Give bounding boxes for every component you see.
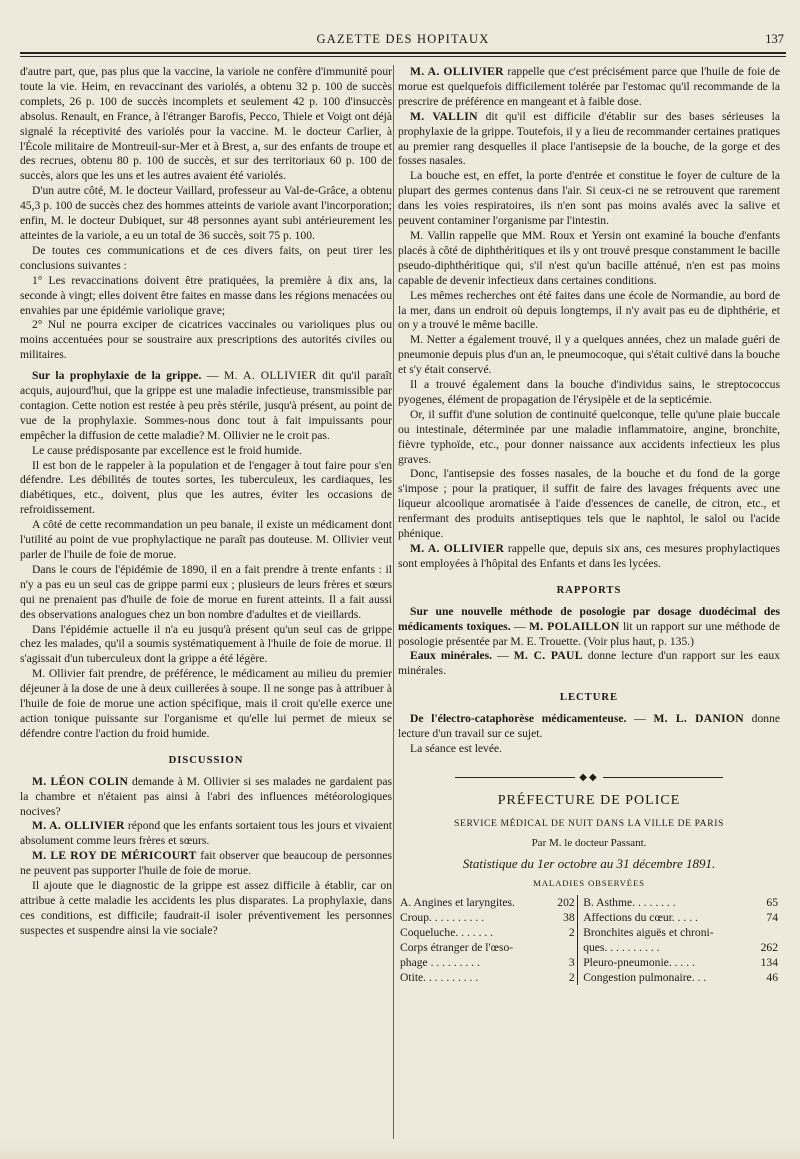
discussion-item: [20, 849, 392, 879]
paragraph: Donc, l'antisepsie des fosses nasales, de la bouche et du fond de la gorge s'impose ; pour la pratiquer, il suffit de faire des lavages fréquents avec une liqueur alcoolique aromatisée à l'aide d'essences de canelle, de citron, etc., et renfermant des produits antiseptiques tels que le naphtol, le salol ou l'acide phénique.: [398, 467, 780, 541]
table-cell: 2: [568, 926, 575, 940]
table-cell: Croup. . . . . . . . . .: [400, 911, 485, 925]
paragraph: M. Ollivier fait prendre, de préférence, le médicament au milieu du premier déjeuner à la dose de une à deux cuillerées à soupe. Il ne songe pas à attribuer à l'huile de foie de morue une action spécifique, mais il croit qu'elle exerce une action tonique puissante sur l'organisme et qu'elle lui permet de mieux se défendre contre l'action du froid humide.: [20, 667, 392, 740]
table-row: [398, 910, 780, 925]
speaker-name: M. POLAILLON: [529, 619, 620, 633]
rapport-item: Sur une nouvelle méthode de posologie par dosage duodécimal des médicaments toxiques. — M. POLAILLON lit un rapport sur une méthode de posologie présentée par M. E. Trouette. (Voir plus haut, p. 135.): [398, 604, 780, 648]
table-cell: 65: [766, 896, 778, 910]
statistics-title: Statistique du 1er octobre au 31 décembre 1891.: [462, 855, 716, 871]
table-cell: [549, 940, 577, 955]
speaker-name: M. LE ROY DE MÉRICOURT: [32, 849, 197, 863]
table-cell: 262: [760, 941, 778, 955]
speaker-name: M. A. OLLIVIER: [224, 369, 317, 383]
paragraph: Or, il suffit d'une solution de continuité quelconque, telle qu'une plaie buccale ou intestinale, déterminée par une maladie inflammatoire, angine, bronchite, fièvre typhoïde, etc., pour donner naissance aux accidents infectieux les plus graves.: [398, 407, 780, 466]
paragraph: Il ajoute que le diagnostic de la grippe est assez difficile à établir, car on attribue à cette maladie les accidents les plus disparates. La prophylaxie, dans ces conditions, est difficile; faudrait-il isoler préventivement les personnes suspectes et suspendre ainsi la vie sociale?: [20, 879, 392, 937]
paragraph-text: rappelle que c'est précisément parce que l'huile de foie de morue est quelquefois difficilement tolérée par l'estomac qu'il recommande de la prescrire de préférence en mangeant et à faible dose.: [398, 65, 780, 108]
discussion-item: [398, 65, 780, 110]
byline: Par M. le docteur Passant.: [531, 836, 647, 849]
service-title: SERVICE MÉDICAL DE NUIT DANS LA VILLE DE PARIS: [454, 817, 724, 829]
header-rule-thick: [20, 52, 786, 54]
running-title: GAZETTE DES HOPITAUX: [316, 32, 490, 46]
discussion-item: [398, 542, 780, 572]
rapports-heading: RAPPORTS: [556, 584, 622, 596]
paragraph-text: demande à M. Ollivier si ses malades ne gardaient pas la chambre et n'étaient pas ainsi à l'abri des influences météorologiques nocives?: [20, 774, 393, 818]
paragraph-text: lit un rapport sur une méthode de posologie présentée par M. E. Trouette. (Voir plus haut, p. 135.): [398, 619, 780, 648]
grippe-paragraph: Sur la prophylaxie de la grippe. — M. A. OLLIVIER dit qu'il paraît acquis, aujourd'hui, que la grippe est une maladie infectieuse, transmissible par contagion. Cette notion est restée à peu près stérile, jusqu'à présent, au point de vue de la prophylaxie. Sommes-nous donc tout à fait impuissants pour empêcher la diffusion de cette maladie? M. Ollivier ne le croit pas.: [20, 369, 392, 442]
table-cell: Affections du cœur. . . . .: [583, 911, 698, 925]
prefecture-title: PRÉFECTURE DE POLICE: [497, 792, 681, 808]
lecture-heading: LECTURE: [559, 692, 619, 704]
closing-line: La séance est levée.: [410, 741, 503, 755]
paragraph-text: répond que les enfants sortaient tous les jours et vivaient absolument comme leurs frères et sœurs.: [20, 819, 392, 848]
paragraph: M. Netter a également trouvé, il y a quelques années, chez un malade guéri de pneumonie depuis plus d'un an, le pneumocoque, qui s'était cultivé dans la bouche et s'y était conservé.: [398, 333, 780, 377]
speaker-name: M. L. DANION: [653, 712, 744, 726]
table-cell: 202: [557, 896, 575, 910]
speaker-name: M. A. OLLIVIER: [410, 65, 504, 78]
table-row: [398, 940, 780, 955]
rapport-item: Eaux minérales. — M. C. PAUL donne lecture d'un rapport sur les eaux minérales.: [398, 649, 780, 678]
table-cell: Congestion pulmonaire. . .: [583, 971, 707, 985]
paragraph-text: fait observer que beaucoup de personnes ne peuvent pas supporter l'huile de foie de morue.: [20, 849, 392, 878]
paragraph: M. Vallin rappelle que MM. Roux et Yersin ont examiné la bouche d'enfants placés à côté de diphthéritiques et ils y ont trouvé presque constamment le bacille pseudo-diphthéritique qui, s'il n'est qu'un bacille atténué, n'en est pas moins capable de devenir infectieux dans certaines conditions.: [398, 228, 780, 287]
article-title: Sur la prophylaxie de la grippe.: [32, 369, 202, 383]
table-cell: [752, 925, 780, 940]
paragraph: De toutes ces communications et de ces divers faits, on peut tirer les conclusions suivantes :: [20, 243, 392, 272]
table-cell: 74: [766, 911, 778, 925]
paragraph: La bouche est, en effet, la porte d'entrée et constitue le foyer de culture de la plupart des germes contenus dans l'air. Si ceux-ci ne se retrouvent que rarement dans les voies respiratoires, ils n'en sont pas moins avalés avec la salive et peuvent contaminer l'organisme par l'intestin.: [398, 169, 780, 228]
paragraph: Il est bon de le rappeler à la population et de l'engager à tout faire pour s'en défendre. Les débilités de toutes sortes, les tuberculeux, les cardiaques, les diabétiques, etc., doivent, plus que les autres, éviter les occasions de refroidissement.: [20, 458, 392, 517]
section-ornament: ◆◆: [398, 771, 780, 786]
paragraph: D'un autre côté, M. le docteur Vaillard, professeur au Val-de-Grâce, a obtenu 45,3 p. 100 de succès chez des hommes atteints de variole avant l'incorporation; enfin, M. le docteur Dubiquet, sur 48 personnes ayant subi antérieurement les atteintes de la variole, a eu un total de 36 succès, soit 75 p. 100.: [20, 184, 392, 242]
left-column: [20, 65, 392, 939]
table-cell: B. Asthme. . . . . . . .: [583, 896, 676, 910]
paragraph: A côté de cette recommandation un peu banale, il existe un médicament dont l'utilité au point de vue prophylactique ne paraît pas douteuse. M. Ollivier veut parler de l'huile de foie de morue.: [20, 518, 392, 561]
paragraph-text: dit qu'il est difficile d'établir sur des bases sérieuses la prophylaxie de la grippe. Toutefois, il y a lieu de recommander certaines pratiques au premier rang desquelles il place l'antisepsie de la bouche, de la gorge et des fosses nasales.: [398, 109, 780, 168]
table-row: [398, 925, 780, 940]
paragraph: Il a trouvé également dans la bouche d'individus sains, le streptococcus pyogenes, élément de propagation de l'érysipèle et de la septicémie.: [398, 378, 780, 406]
article-title: Sur une nouvelle méthode de posologie par dosage duodécimal des médicaments toxiques.: [398, 604, 780, 633]
table-cell: 38: [563, 911, 575, 925]
discussion-item: [398, 110, 780, 170]
table-row: [398, 895, 780, 910]
table-cell: 134: [760, 956, 778, 970]
paragraph: Les mêmes recherches ont été faites dans une école de Normandie, au bord de la mer, dans un endroit où depuis longtemps, il n'y avait pas eu de diphthérie, et on y a trouvé le même bacille.: [398, 288, 780, 332]
discussion-item: [20, 819, 392, 849]
table-row: [398, 970, 780, 985]
table-cell: phage . . . . . . . . .: [400, 956, 480, 970]
paragraph-text: rappelle que, depuis six ans, ces mesures prophylactiques sont employées à l'hôpital des Enfants et dans les lycées.: [398, 542, 780, 570]
table-cell: Corps étranger de l'œso-: [400, 941, 514, 955]
maladies-table: [398, 895, 780, 985]
paragraph-text: donne lecture d'un travail sur ce sujet.: [398, 712, 781, 741]
paragraph-text: donne lecture d'un rapport sur les eaux minérales.: [398, 649, 780, 678]
paragraph-text: dit qu'il paraît acquis, aujourd'hui, que la grippe est une maladie infectieuse, transmissible par contagion. Cette notion est restée à peu près stérile, jusqu'à présent, au point de vue de la prophylaxie. Sommes-nous donc tout à fait impuissants pour empêcher la diffusion de cette maladie? M. Ollivier ne le croit pas.: [20, 369, 392, 442]
speaker-name: M. LÉON COLIN: [32, 774, 129, 788]
speaker-name: M. A. OLLIVIER: [410, 542, 505, 555]
table-cell: Bronchites aiguës et chroni-: [583, 926, 714, 940]
table-cell: 3: [568, 956, 575, 970]
table-cell: A. Angines et laryngites.: [400, 896, 515, 910]
table-cell: Otite. . . . . . . . . .: [400, 971, 479, 985]
table-cell: Pleuro-pneumonie. . . . .: [583, 956, 695, 970]
lecture-item: De l'électro-cataphorèse médicamenteuse. — M. L. DANION donne lecture d'un travail sur ce sujet.: [398, 712, 781, 741]
paragraph: 2° Nul ne pourra exciper de cicatrices vaccinales ou varioliques plus ou moins accentuées pour se soustraire aux prescriptions des autorités civiles ou militaires.: [20, 318, 392, 362]
article-title: Eaux minérales.: [410, 649, 493, 663]
speaker-name: M. A. OLLIVIER: [32, 819, 125, 833]
speaker-name: M. VALLIN: [410, 109, 478, 123]
page-header: [20, 30, 786, 58]
right-column: [398, 65, 780, 985]
table-cell: Coqueluche. . . . . . .: [400, 926, 494, 940]
page-number: 137: [765, 32, 784, 46]
table-row: [398, 955, 780, 970]
discussion-item: [20, 775, 392, 820]
paragraph: Dans le cours de l'épidémie de 1890, il en a fait prendre à trente enfants : il n'y a pas eu un seul cas de grippe parmi eux ; plusieurs de leurs frères et sœurs qui ne prenaient pas d'huile de foie de morue en furent atteints. Il a fait aussi des observations analogues chez un bon nombre d'adultes et de vieillards.: [20, 562, 392, 621]
paragraph: Dans l'épidémie actuelle il n'a eu jusqu'à présent qu'un seul cas de grippe chez les malades, qu'il a soumis systématiquement à l'huile de foie de morue. Il s'agissait d'un tuberculeux dont la grippe a été légère.: [20, 622, 392, 666]
article-title: De l'électro-cataphorèse médicamenteuse.: [410, 712, 627, 726]
discussion-heading: DISCUSSION: [168, 754, 244, 766]
table-cell: ques. . . . . . . . . .: [583, 941, 660, 955]
table-cell: 2: [568, 971, 575, 985]
table-cell: 46: [766, 971, 778, 985]
paragraph: d'autre part, que, pas plus que la vaccine, la variole ne confère d'immunité pour toute la vie. Heim, en revaccinant des variolés, a obtenu 32 p. 100 de succès complets, 26 p. 100 de succès incomplets et seulement 42 p. 100 d'insuccès absolus. Renault, en France, à l'étranger Barofis, Pecco, Thiele et Voigt ont déjà signalé la réceptivité des variolés pour la vaccine. M. le docteur Carlier, à l'École militaire de Montreuil-sur-Mer et à Brest, a, sur des enfants de troupe et des recrues, obtenu 80 p. 100 de succès, et sur des territoriaux 60 p. 100 de succès, alors que les uns et les autres avaient été variolés.: [20, 65, 392, 183]
column-divider: [393, 65, 394, 1150]
speaker-name: M. C. PAUL: [513, 649, 583, 663]
header-rule-thin: [20, 56, 786, 57]
maladies-heading: MALADIES OBSERVÉES: [533, 878, 645, 889]
page-bottom-edge: [0, 1139, 800, 1159]
paragraph: Le cause prédisposante par excellence est le froid humide.: [32, 443, 303, 457]
paragraph: 1° Les revaccinations doivent être pratiquées, la première à dix ans, la seconde à vingt; elles doivent être faites en masse dans les régions menacées ou envahies par une épidémie variolique grave;: [20, 273, 392, 317]
